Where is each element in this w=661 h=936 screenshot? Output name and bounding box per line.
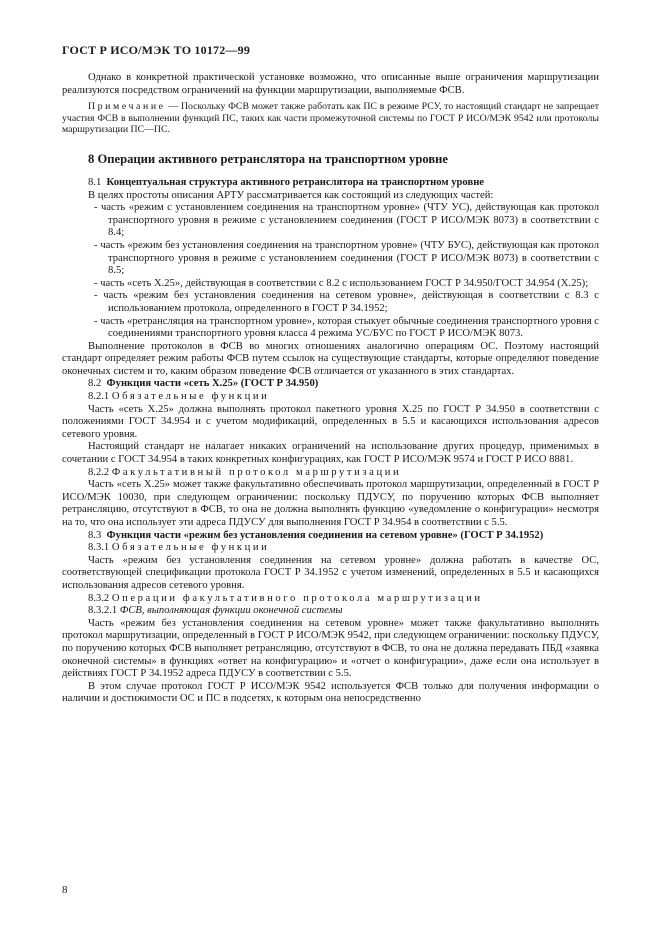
subsection-8-2-heading xyxy=(62,378,599,391)
subsection-8-2-2-heading xyxy=(62,467,599,480)
subsection-8-3-2-1-paragraph-1: Часть «режим без установления соединения на сетевом уровне» может также факультативно выполнять протокол маршрутизации, определенный в ГОСТ Р ИСО/МЭК 9542, при следующем ограничении: поскольку ПДУСУ, по поручению которых ФСВ выполняет ретрансляцию, отсутствуют в ФСВ, то она не должна передавать ПБД «заявка оконечной системы» в функциях «ответ на конфигурацию» и «отчет о конфигурации», даже если она использует в действиях ГОСТ Р 34.1952 адреса ПДУСУ в соответствии с 5.5. xyxy=(62,617,599,680)
subsection-8-1-paragraph: Выполнение протоколов в ФСВ во многих отношениях аналогично операциям ОС. Поэтому настоящий стандарт определяет режим работы ФСВ путем ссылок на существующие стандарты, которые определяют поведение оконечных систем и то, каким образом поведение ФСВ отличается от указанного в этих стандартах. xyxy=(62,340,599,377)
subsection-8-3-1-paragraph: Часть «режим без установления соединения на сетевом уровне» должна работать в качестве ОС, соответствующей спецификации протокола ГОСТ Р 34.1952 с учетом изменений, определенных в 5.5 и касающихся использования адресов сетевого уровня. xyxy=(62,554,599,591)
intro-paragraph: Однако в конкретной практической установке возможно, что описанные выше ограничения маршрутизации реализуются посредством ограничений на функции маршрутизации, выполняемые ФСВ. xyxy=(62,72,599,96)
subsection-8-3-heading xyxy=(62,530,599,543)
subsection-title: Функция части «сеть Х.25» (ГОСТ Р 34.950) xyxy=(106,378,319,390)
subsection-title: Обязательные функции xyxy=(111,391,270,403)
running-header: ГОСТ Р ИСО/МЭК ТО 10172—99 xyxy=(62,43,251,57)
subsection-number: 8.3.2 xyxy=(88,592,110,604)
subsection-8-2-1-paragraph-2: Настоящий стандарт не налагает никаких ограничений на использование других процедур, применимых в сочетании с ГОСТ 34.954 в таких конкретных конфигурациях, как ГОСТ Р ИСО/МЭК 9574 и ГОСТ Р ИСО 8881. xyxy=(62,441,599,466)
section-8-heading: 8 Операции активного ретранслятора на транспортном уровне xyxy=(88,151,448,166)
note-paragraph xyxy=(62,101,599,136)
list-item: - часть «режим с установлением соединения на транспортном уровне» (ЧТУ УС), действующая как протокол транспортного уровня в режиме с установлением соединения (ГОСТ Р ИСО/МЭК 8073) в соответствии с 8.4; xyxy=(94,202,599,239)
subsection-number: 8.3.2.1 xyxy=(88,605,118,617)
subsection-number: 8.1 xyxy=(88,176,102,188)
subsection-8-2-1-heading xyxy=(62,391,599,404)
subsection-title: Операции факультативного протокола маршрутизации xyxy=(111,592,483,604)
subsection-title: ФСВ, выполняющая функции оконечной системы xyxy=(119,605,343,617)
note-label: Примечание xyxy=(88,101,166,113)
subsection-number: 8.2.1 xyxy=(88,391,110,403)
subsection-8-3-2-1-paragraph-2: В этом случае протокол ГОСТ Р ИСО/МЭК 9542 используется ФСВ только для получения информации о наличии и достижимости ОС и ПС в подсетях, к которым она непосредственно xyxy=(62,680,599,705)
subsection-number: 8.2 xyxy=(88,378,102,390)
subsection-number: 8.3.1 xyxy=(88,542,110,554)
subsection-8-3-2-1-heading xyxy=(62,605,599,618)
subsection-title: Факультативный протокол маршрутизации xyxy=(111,466,402,478)
subsection-8-2-1-paragraph-1: Часть «сеть Х.25» должна выполнять протокол пакетного уровня Х.25 по ГОСТ Р 34.950 в соответствии с положениями ГОСТ 34.954 и с учетом модификаций, определенных в 5.5 и касающихся использования адресов сетевого уровня. xyxy=(62,403,599,440)
subsection-8-3-2-heading xyxy=(62,593,599,606)
subsection-number: 8.2.2 xyxy=(88,466,110,478)
subsection-number: 8.3 xyxy=(88,529,102,541)
subsection-title: Обязательные функции xyxy=(111,542,270,554)
subsection-8-3-1-heading xyxy=(62,542,599,555)
list-item: - часть «сеть Х.25», действующая в соответствии с 8.2 с использованием ГОСТ Р 34.950/ГОСТ 34.954 (Х.25); xyxy=(94,277,589,289)
page-number: 8 xyxy=(62,884,68,896)
list-item: - часть «режим без установления соединения на сетевом уровне», действующая в соответствии с 8.3 с использованием протокола, определенного в ГОСТ Р 34.1952; xyxy=(94,290,599,314)
subsection-8-2-2-paragraph: Часть «сеть Х.25» может также факультативно обеспечивать протокол маршрутизации, определенный в ГОСТ Р ИСО/МЭК 10030, при следующем ограничении: поскольку ПДУСУ, по поручению которых ФСВ выполняет ретрансляцию, отсутствуют в ФСВ, то она не должна выполнять функцию «уведомление о конфигурации» несмотря на то, что она использует эти адреса ПДУСУ для выполнения ГОСТ Р 34.954 в соответствии с 5.5. xyxy=(62,479,599,528)
list-item: - часть «режим без установления соединения на транспортном уровне» (ЧТУ БУС), действующая как протокол транспортного уровня в режиме с установлением соединения (ГОСТ Р ИСО/МЭК 8073) в соответствии с 8.5; xyxy=(94,239,599,277)
page-content xyxy=(62,72,599,706)
note-text: — Поскольку ФСВ может также работать как ПС в режиме РСУ, то настоящий стандарт не запрещает участия ФСВ в выполнении функций ПС, таких как части промежуточной системы по ГОСТ Р ИСО/МЭК 9542 или протоколы маршрутизации ПС—ПС. xyxy=(62,101,599,136)
subsection-8-1-intro: В целях простоты описания АРТУ рассматривается как состоящий из следующих частей: xyxy=(88,189,494,201)
subsection-title: Функция части «режим без установления соединения на сетевом уровне» (ГОСТ Р 34.1952) xyxy=(106,529,544,541)
list-item: - часть «ретрансляция на транспортном уровне», которая стыкует обычные соединения транспортного уровня с соединениями транспортного уровня класса 4 режима УС/БУС по ГОСТ Р ИСО/МЭК 8073. xyxy=(94,315,599,340)
subsection-8-1-heading xyxy=(62,177,599,190)
subsection-title: Концептуальная структура активного ретранслятора на транспортном уровне xyxy=(106,176,484,188)
